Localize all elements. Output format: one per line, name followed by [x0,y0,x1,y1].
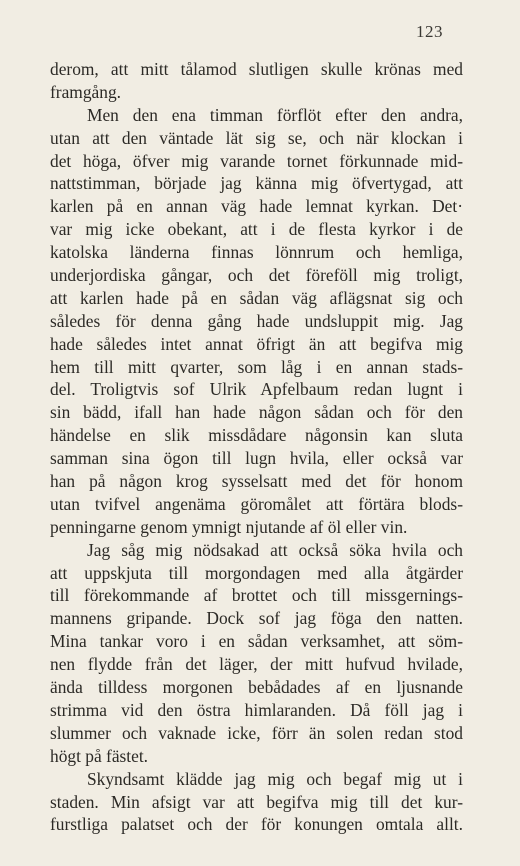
text-line: utan tvifvel angenäma göromålet att förtära blods- [50,493,463,514]
text-line: framgång. [50,81,121,102]
text-line: Mina tankar voro i en sådan verksamhet, att söm- [50,631,463,652]
text-line: att uppskjuta till morgondagen med alla åtgärder [50,562,463,583]
text-line: till förekommande af brottet och till missgernings- [50,585,463,606]
text-line: underjordiska gångar, och det föreföll mig troligt, [50,265,463,286]
text-line: var mig icke obekant, att i de flesta kyrkor i de [50,219,463,240]
text-line: således för denna gång hade undsluppit mig. Jag [50,310,463,331]
text-line: furstliga palatset och der för konungen omtala allt. [50,814,463,835]
text-line: strimma vid den östra himlaranden. Då föll jag i [50,699,463,720]
text-line: att karlen hade på en sådan väg aflägsnat sig och [50,287,463,308]
text-line: hade således intet annat öfrigt än att begifva mig [50,333,463,354]
text-line: utan att den väntade lät sig se, och när klockan i [50,127,463,148]
text-line: ända tilldess morgonen bebådades af en ljusnande [50,677,463,698]
text-line: staden. Min afsigt var att begifva mig till det kur- [50,791,463,812]
text-line: Men den ena timman förflöt efter den andra, [87,104,463,125]
text-line: penningarne genom ymnigt njutande af öl eller vin. [50,516,408,537]
text-line: sin bädd, ifall han hade någon sådan och för den [50,402,463,423]
text-line: katolska länderna finnas lönnrum och hemliga, [50,242,463,263]
text-line: nattstimman, började jag känna mig öfvertygad, att [50,173,463,194]
text-line: slummer och vaknade icke, förr än solen redan stod [50,722,463,743]
text-line: Jag såg mig nödsakad att också söka hvila och [87,539,463,560]
text-line: högt på fästet. [50,745,149,766]
text-line: Skyndsamt klädde jag mig och begaf mig ut i [87,768,463,789]
text-line: händelse en slik missdådare någonsin kan sluta [50,425,463,446]
body-text [50,58,463,836]
text-line: karlen på en annan väg hade lemnat kyrkan. Det· [50,196,463,217]
text-line: hem till mitt qvarter, som låg i en annan stads- [50,356,463,377]
text-line: nen flydde från det läger, der mitt hufvud hvilade, [50,654,463,675]
text-line: derom, att mitt tålamod slutligen skulle krönas med [50,59,463,79]
text-line: det höga, öfver mig varande tornet förkunnade mid- [50,150,463,171]
text-line: samman sina ögon till lugn hvila, eller också var [50,448,463,469]
text-line: han på någon krog sysselsatt med det för honom [50,471,463,492]
page-number: 123 [416,22,443,41]
text-line: mannens gripande. Dock sof jag föga den natten. [50,608,463,629]
text-line: del. Troligtvis sof Ulrik Apfelbaum redan lugnt i [50,379,463,400]
